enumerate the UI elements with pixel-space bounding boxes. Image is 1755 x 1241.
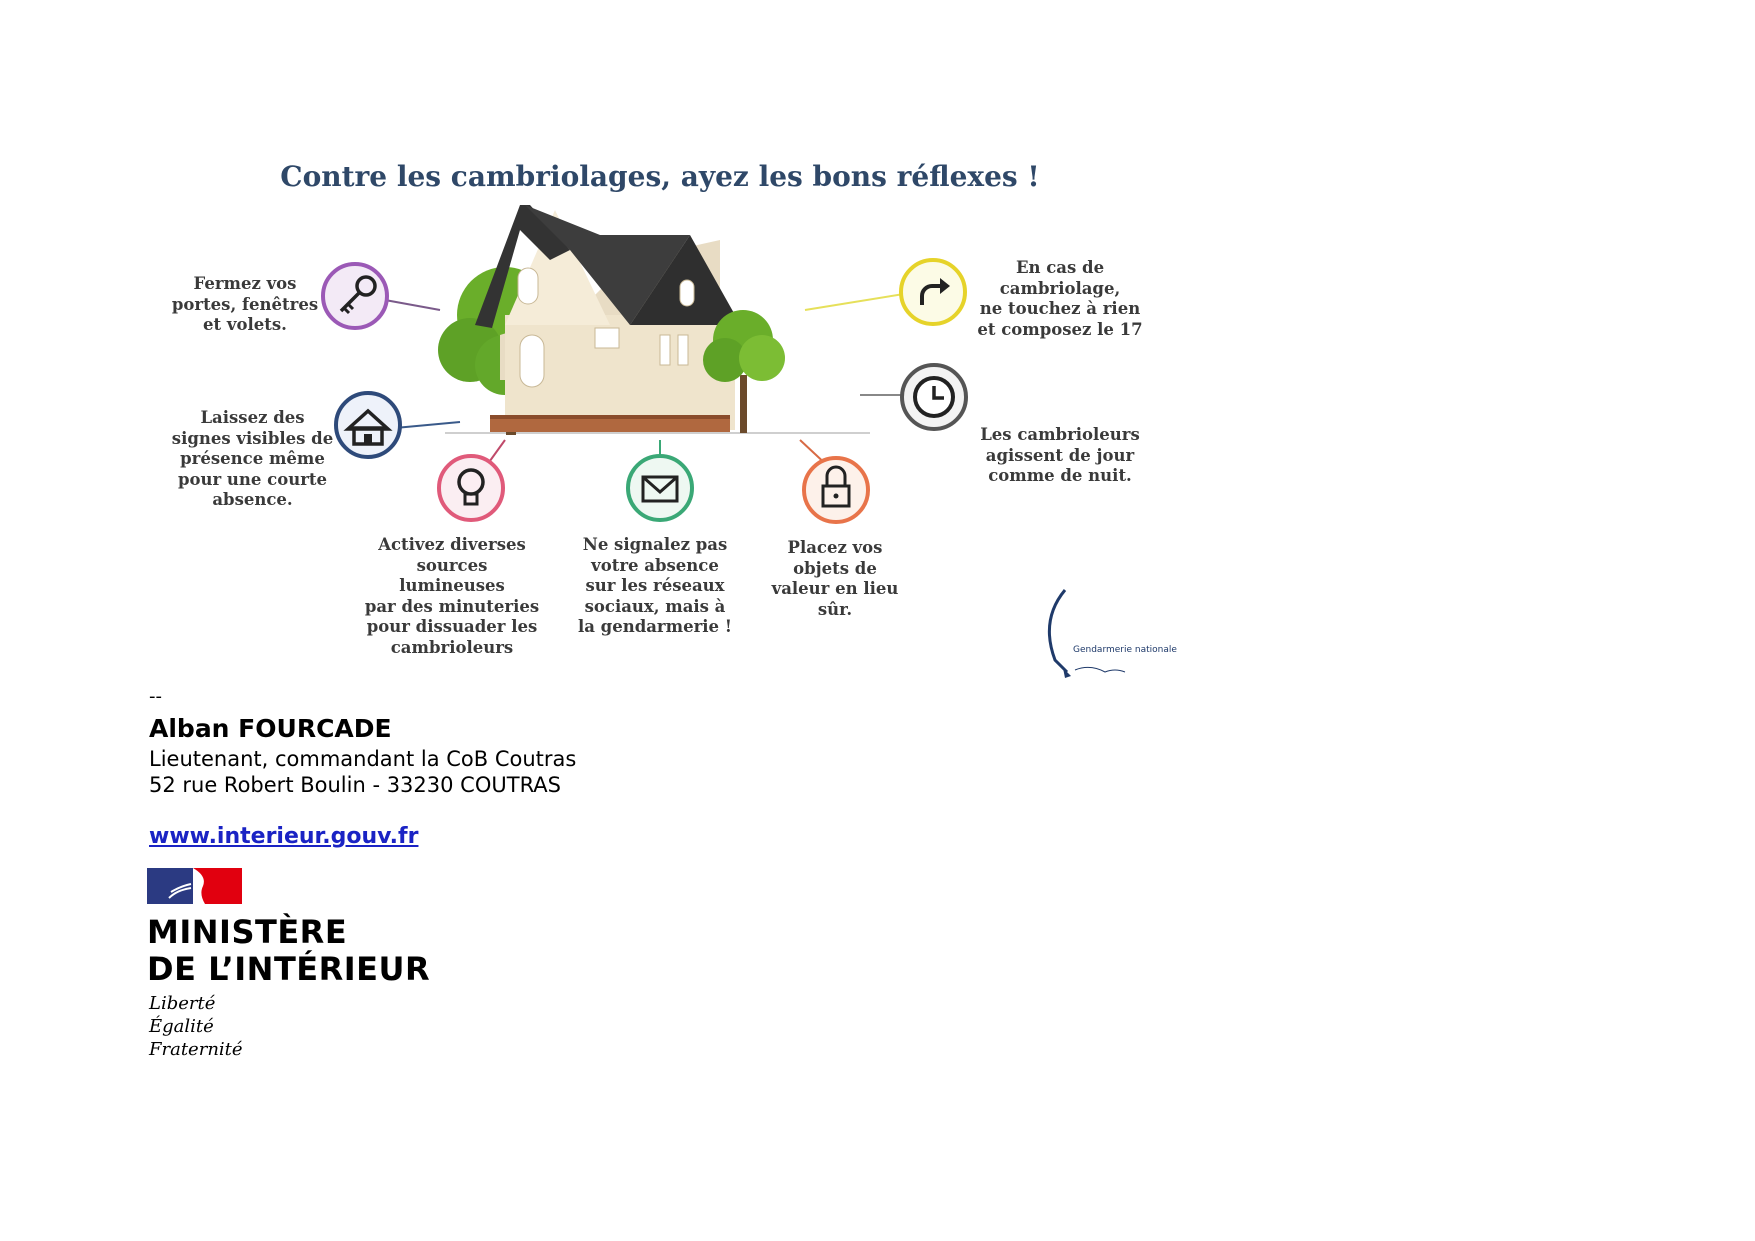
tip-call-17: En cas de cambriolage, ne touchez à rien et composez le 17 — [977, 258, 1143, 339]
signature-address: 52 rue Robert Boulin - 33230 COUTRAS — [149, 773, 562, 797]
tip-lights: Activez diverses sources lumineuses par des minuteries pour dissuader les cambrioleurs — [364, 535, 540, 657]
tip-presence: Laissez des signes visibles de présence même pour une courte absence. — [171, 408, 334, 509]
lightbulb-icon — [439, 456, 503, 520]
signature-name: Alban FOURCADE — [149, 714, 392, 743]
email-signature — [149, 686, 576, 849]
burglary-infographic — [160, 150, 1177, 690]
signature-separator: -- — [149, 686, 162, 707]
signature-role: Lieutenant, commandant la CoB Coutras — [149, 747, 577, 771]
gendarmerie-logo-text: Gendarmerie nationale — [1073, 645, 1177, 655]
tip-day-night: Les cambrioleurs agissent de jour comme de nuit. — [980, 425, 1140, 485]
tip-valuables: Placez vos objets de valeur en lieu sûr. — [771, 538, 899, 619]
ministry-motto: Liberté Égalité Fraternité — [149, 993, 243, 1060]
redo-arrow-icon — [901, 260, 965, 324]
house — [475, 205, 735, 432]
website-link[interactable]: www.interieur.gouv.fr — [149, 824, 419, 849]
tip-lock-doors: Fermez vos portes, fenêtres et volets. — [171, 274, 319, 334]
envelope-icon — [628, 456, 692, 520]
infographic-title: Contre les cambriolages, ayez les bons réflexes ! — [280, 160, 1040, 193]
tip-social: Ne signalez pas votre absence sur les réseaux sociaux, mais à la gendarmerie ! — [577, 535, 733, 636]
key-icon — [323, 264, 387, 328]
ministry-name: MINISTÈRE DE L’INTÉRIEUR — [147, 913, 431, 988]
marianne-flag-icon — [147, 868, 242, 904]
gendarmerie-logo — [1035, 580, 1177, 690]
ministry-logo — [147, 868, 447, 1068]
clock-icon — [902, 365, 966, 429]
padlock-icon — [804, 458, 868, 522]
home-icon — [336, 393, 400, 457]
